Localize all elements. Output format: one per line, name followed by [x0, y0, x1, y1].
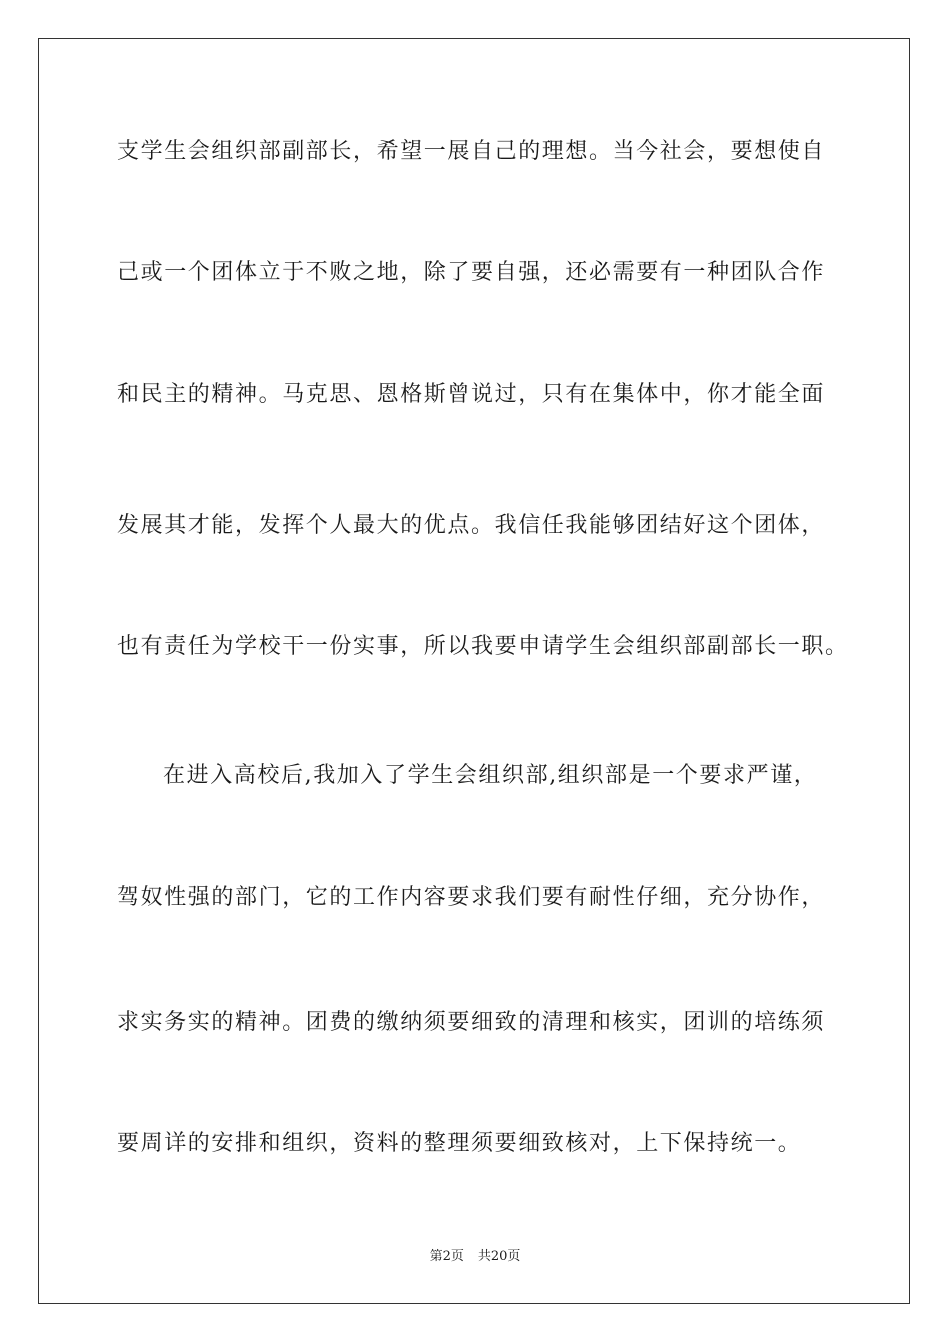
- page-total: 共20页: [477, 1249, 521, 1264]
- body-text-line: 和民主的精神。马克思、恩格斯曾说过，只有在集体中，你才能全面: [117, 382, 826, 407]
- page-border: [38, 38, 910, 1304]
- body-text-line: 己或一个团体立于不败之地，除了要自强，还必需要有一种团队合作: [117, 260, 826, 285]
- page-footer: [0, 1248, 950, 1266]
- body-text-line: 驾奴性强的部门，它的工作内容要求我们要有耐性仔细，充分协作，: [117, 885, 826, 910]
- page-number: 第2页: [429, 1249, 464, 1264]
- body-text-line: 求实务实的精神。团费的缴纳须要细致的清理和核实，团训的培练须: [117, 1010, 826, 1035]
- paragraph-first-line: 在进入高校后,我加入了学生会组织部,组织部是一个要求严谨，: [163, 763, 818, 788]
- body-text-line: 也有责任为学校干一份实事，所以我要申请学生会组织部副部长一职。: [117, 634, 849, 659]
- body-text-line: 要周详的安排和组织，资料的整理须要细致核对，上下保持统一。: [117, 1131, 802, 1156]
- body-text-line: 发展其才能，发挥个人最大的优点。我信任我能够团结好这个团体，: [117, 513, 826, 538]
- body-text-line: 支学生会组织部副部长，希望一展自己的理想。当今社会，要想使自: [117, 139, 826, 164]
